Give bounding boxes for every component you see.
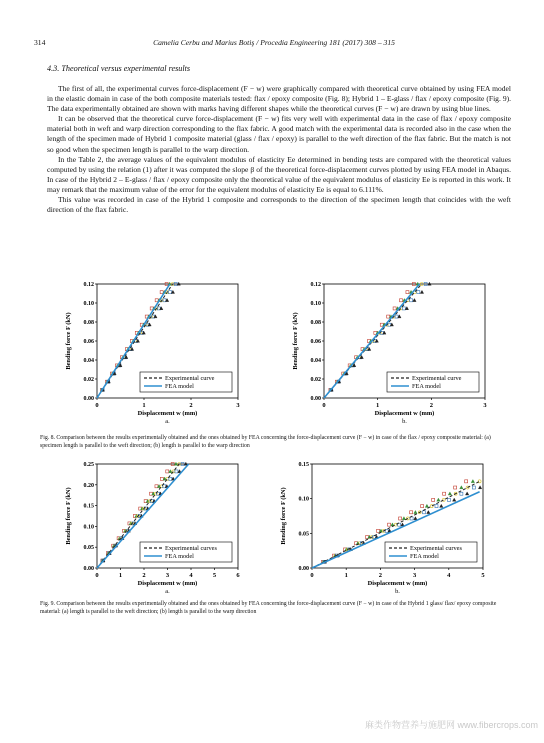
y-tick-label: 0.15 — [83, 503, 94, 510]
data-point — [388, 523, 391, 526]
x-tick-label: 1 — [344, 572, 348, 579]
y-tick-label: 0.10 — [83, 301, 94, 307]
data-point — [399, 517, 402, 520]
x-axis-label: Displacement w (mm) — [137, 580, 198, 587]
data-point — [472, 486, 475, 489]
data-point — [414, 510, 417, 513]
x-tick-label: 4 — [447, 572, 451, 579]
chart-fig8b — [287, 278, 497, 430]
x-tick-label: 2 — [378, 572, 383, 579]
data-point — [421, 505, 424, 508]
legend-label-experimental: Experimental curves — [410, 545, 462, 552]
legend-label-fea: FEA model — [165, 553, 194, 560]
x-tick-label: 0 — [310, 572, 314, 579]
y-tick-label: 0.12 — [83, 282, 94, 288]
watermark: 麻类作物营养与施肥网 www.fibercrops.com — [364, 720, 538, 730]
x-tick-label: 1 — [376, 402, 380, 409]
legend-label-experimental: Experimental curves — [165, 545, 217, 552]
x-tick-label: 0 — [95, 572, 99, 579]
y-tick-label: 0.06 — [310, 339, 321, 345]
y-tick-label: 0.02 — [310, 377, 321, 383]
y-tick-label: 0.12 — [310, 282, 321, 288]
legend-label-fea: FEA model — [165, 383, 194, 390]
y-tick-label: 0.00 — [83, 396, 94, 402]
x-tick-label: 2 — [142, 572, 146, 579]
x-tick-label: 2 — [429, 402, 433, 409]
y-tick-label: 0.10 — [298, 496, 309, 503]
y-tick-label: 0.04 — [310, 358, 321, 364]
data-point — [478, 486, 481, 489]
data-point — [448, 492, 451, 495]
data-point — [417, 291, 420, 294]
data-point — [169, 470, 172, 473]
x-tick-label: 4 — [189, 572, 193, 579]
legend-label-fea: FEA model — [410, 553, 439, 560]
body-text — [47, 84, 511, 215]
data-point — [440, 504, 443, 507]
figure-8-caption: Fig. 8. Comparison between the results experimentally obtained and the ones obtained by FEA concerning the force-displacement curve (F − w) in case of the flax / epoxy composite material: (a) specimen length is parallel to the weft direction; (b) length is parallel to the warp direction — [40, 435, 491, 449]
data-point — [410, 299, 413, 302]
y-tick-label: 0.08 — [310, 320, 321, 326]
paragraph: It can be observed that the theoretical curve force-displacement (F − w) fits very well with experimental data in the case of flax / epoxy composite material both in weft and warp direction corresponding to the flax fabric. A good match with the experimental data is recorded also in the case when the length of the specimen made of Hybrid 1 composite material (glass / flax / epoxy) is parallel to the weft direction of the flax fabric. But the match is not so good when the specimen length is parallel to the warp direction. — [47, 114, 511, 154]
data-point — [410, 511, 413, 514]
y-axis-label: Bending force F (kN) — [280, 487, 287, 545]
data-point — [435, 505, 438, 508]
data-point — [454, 486, 457, 489]
y-tick-label: 0.10 — [83, 524, 94, 531]
data-point — [432, 498, 435, 501]
data-point — [425, 504, 428, 507]
x-axis-label: Displacement w (mm) — [137, 410, 198, 417]
subfigure-label: a. — [165, 418, 170, 425]
y-tick-label: 0.25 — [83, 462, 94, 468]
figure-9-caption: Fig. 9. Comparison between the results experimentally obtained and the ones obtained by FEA concerning the force-displacement curve (F − w) in case of the Hybrid 1 glass/ flax/ epoxy composite material: (a) length is parallel to the weft direction; (b) length is parallel to the warp direction — [40, 601, 497, 615]
data-point — [460, 492, 463, 495]
y-tick-label: 0.10 — [310, 301, 321, 307]
subfigure-label: b. — [395, 588, 400, 595]
chart-fig8a — [60, 278, 250, 430]
running-title: Camelia Cerbu and Marius Botiş / Procedia Engineering 181 (2017) 308 – 315 — [153, 38, 395, 47]
y-axis-label: Bending force F (kN) — [65, 487, 72, 545]
legend-label-experimental: Experimental curve — [165, 375, 215, 382]
y-tick-label: 0.15 — [298, 462, 309, 468]
data-point — [453, 498, 456, 501]
data-point — [175, 470, 178, 473]
x-tick-label: 6 — [236, 572, 240, 579]
subfigure-label: a. — [165, 588, 170, 595]
y-tick-label: 0.00 — [310, 396, 321, 402]
y-tick-label: 0.02 — [83, 377, 94, 383]
x-tick-label: 5 — [212, 572, 217, 579]
x-tick-label: 2 — [189, 402, 193, 409]
legend-label-experimental: Experimental curve — [412, 375, 462, 382]
y-tick-label: 0.00 — [83, 566, 94, 572]
x-tick-label: 3 — [236, 402, 240, 409]
y-tick-label: 0.00 — [298, 566, 309, 572]
figure-9b — [275, 458, 495, 605]
paragraph: The first of all, the experimental curves force-displacement (F − w) were graphically compared with theoretical curve obtained by using FEA model in the elastic domain in case of the both composite materials tested: flax / epoxy composite (Fig. 8); Hybrid 1 – E-glass / flax / epoxy composite (Fig. 9). The data experimentally obtained are shown with marks having different shapes while the theoretical curves (F − w) are drawn by using blue lines. — [47, 84, 511, 114]
y-tick-label: 0.05 — [298, 531, 309, 538]
data-point — [377, 529, 380, 532]
y-axis-label: Bending force F (kN) — [65, 312, 72, 370]
data-point — [420, 290, 423, 293]
figure-9a — [60, 458, 250, 605]
page-number: 314 — [34, 38, 46, 47]
figure-8a — [60, 278, 250, 435]
paragraph: This value was recorded in case of the Hybrid 1 composite and corresponds to the direction of the specimen length that coincides with the weft direction of the flax fabric. — [47, 195, 511, 215]
x-axis-label: Displacement w (mm) — [367, 580, 428, 587]
x-tick-label: 0 — [95, 402, 99, 409]
data-point — [443, 492, 446, 495]
data-point — [166, 470, 169, 473]
data-point — [447, 498, 450, 501]
paragraph: In the Table 2, the average values of the equivalent modulus of elasticity Ee determined in bending tests are compared with the theoretical values computed by using the relation (1) after it was computed the slope β of the theoretical force-displacement curves plotted by using FEA model in Abaqus. In case of the Hybrid 2 – E-glass / flax / epoxy composite only the theoretical value of the equivalent modulus of elasticity Ee is reported in this work. It may remark that the maximum value of the error for the equivalent modulus of elasticity Ee is equal to 6.111%. — [47, 154, 511, 194]
x-tick-label: 3 — [483, 402, 487, 409]
y-tick-label: 0.08 — [83, 320, 94, 326]
x-axis-label: Displacement w (mm) — [374, 410, 435, 417]
data-point — [465, 492, 468, 495]
data-point — [437, 498, 440, 501]
data-point — [460, 486, 463, 489]
x-tick-label: 1 — [142, 402, 146, 409]
data-point — [471, 480, 474, 483]
y-tick-label: 0.06 — [83, 339, 94, 345]
data-point — [465, 480, 468, 483]
chart-fig9a — [60, 458, 250, 600]
data-point — [393, 307, 396, 310]
figure-8b — [287, 278, 497, 435]
x-tick-label: 5 — [481, 572, 485, 579]
data-point — [406, 291, 409, 294]
y-tick-label: 0.20 — [83, 482, 94, 489]
y-tick-label: 0.04 — [83, 358, 94, 364]
legend-label-fea: FEA model — [412, 383, 441, 390]
y-axis-label: Bending force F (kN) — [292, 312, 299, 370]
x-tick-label: 0 — [322, 402, 326, 409]
data-point — [402, 307, 405, 310]
section-title: 4.3. Theoretical versus experimental results — [47, 64, 191, 73]
data-point — [405, 307, 408, 310]
subfigure-label: b. — [402, 418, 407, 425]
chart-fig9b — [275, 458, 495, 600]
x-tick-label: 3 — [165, 572, 170, 579]
data-point — [423, 511, 426, 514]
data-point — [414, 517, 417, 520]
y-tick-label: 0.05 — [83, 545, 94, 552]
data-point — [427, 510, 430, 513]
data-point — [400, 299, 403, 302]
x-tick-label: 1 — [118, 572, 123, 579]
data-point — [413, 298, 416, 301]
x-tick-label: 3 — [412, 572, 417, 579]
